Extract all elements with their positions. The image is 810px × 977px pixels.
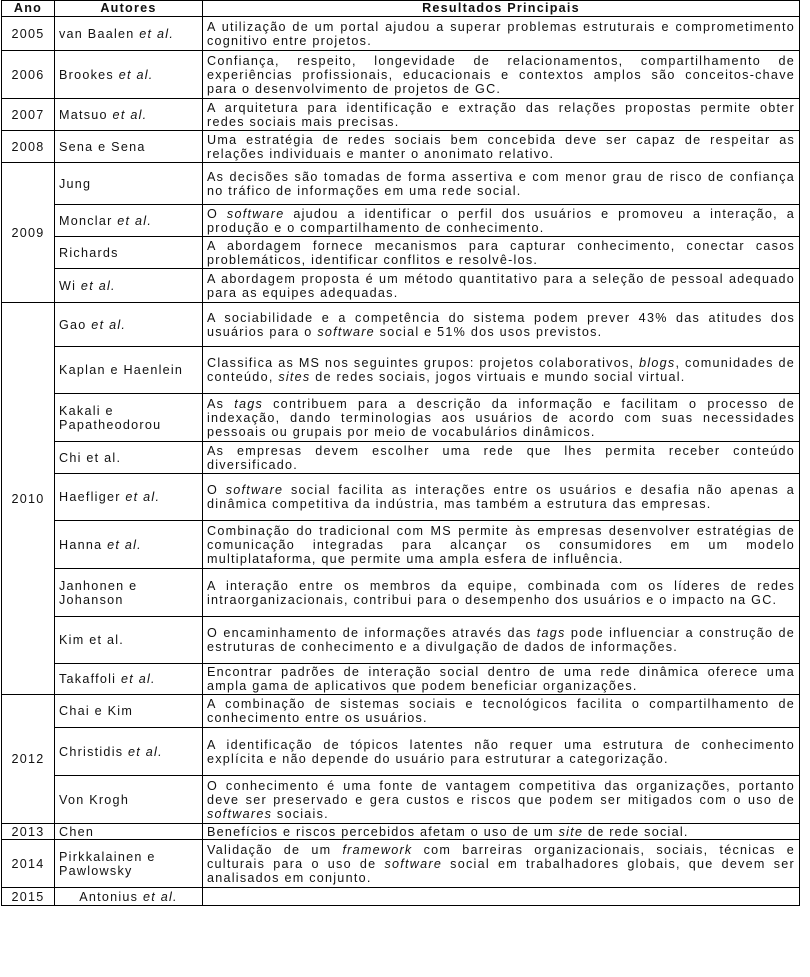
table-row bbox=[2, 888, 800, 906]
table-row bbox=[2, 695, 800, 728]
result-cell: Classifica as MS nos seguintes grupos: projetos colaborativos, blogs, comunidades de conteúdo, sites de redes sociais, jogos virtuais e mundo social virtual. bbox=[203, 347, 800, 394]
table-row bbox=[2, 474, 800, 521]
table-row bbox=[2, 840, 800, 888]
result-cell: A abordagem fornece mecanismos para capturar conhecimento, conectar casos problemáticos, identificar conflitos e resolvê-los. bbox=[203, 237, 800, 269]
result-cell: O encaminhamento de informações através das tags pode influenciar a construção de estruturas de conhecimento e a divulgação de dados de informações. bbox=[203, 617, 800, 664]
author-cell: Sena e Sena bbox=[55, 131, 203, 163]
author-cell: Monclar et al. bbox=[55, 205, 203, 237]
result-cell: Confiança, respeito, longevidade de relacionamentos, compartilhamento de experiências profissionais, educacionais e contextos amplos são conceitos-chave para o desenvolvimento de projetos de GC. bbox=[203, 51, 800, 99]
header-year: Ano bbox=[2, 1, 55, 17]
result-cell bbox=[203, 888, 800, 906]
table-row bbox=[2, 163, 800, 205]
table-row bbox=[2, 269, 800, 303]
year-cell: 2012 bbox=[2, 695, 55, 824]
year-cell: 2005 bbox=[2, 17, 55, 51]
author-cell: Haefliger et al. bbox=[55, 474, 203, 521]
year-cell: 2010 bbox=[2, 303, 55, 695]
result-cell: A combinação de sistemas sociais e tecnológicos facilita o compartilhamento de conhecimento entre os usuários. bbox=[203, 695, 800, 728]
table-row bbox=[2, 664, 800, 695]
table-row bbox=[2, 303, 800, 347]
author-cell: Gao et al. bbox=[55, 303, 203, 347]
author-cell: Von Krogh bbox=[55, 776, 203, 824]
header-authors: Autores bbox=[55, 1, 203, 17]
result-cell: As tags contribuem para a descrição da informação e facilitam o processo de indexação, dando terminologias aos usuários de acordo com suas necessidades pessoais ou grupais por meio de vocabulários dinâmicos. bbox=[203, 394, 800, 442]
author-cell: Christidis et al. bbox=[55, 728, 203, 776]
table-row bbox=[2, 51, 800, 99]
result-cell: O software ajudou a identificar o perfil dos usuários e promoveu a interação, a produção e o compartilhamento de conhecimento. bbox=[203, 205, 800, 237]
author-cell: Antonius et al. bbox=[55, 888, 203, 906]
table-row bbox=[2, 776, 800, 824]
result-cell: Uma estratégia de redes sociais bem concebida deve ser capaz de respeitar as relações individuais e manter o anonimato relativo. bbox=[203, 131, 800, 163]
result-cell: As empresas devem escolher uma rede que lhes permita receber conteúdo diversificado. bbox=[203, 442, 800, 474]
result-cell: A sociabilidade e a competência do sistema podem prever 43% das atitudes dos usuários para o software social e 51% dos usos previstos. bbox=[203, 303, 800, 347]
results-table bbox=[1, 0, 800, 906]
author-cell: Brookes et al. bbox=[55, 51, 203, 99]
result-cell: Validação de um framework com barreiras organizacionais, sociais, técnicas e culturais para o uso de software social em trabalhadores globais, que devem ser analisados em conjunto. bbox=[203, 840, 800, 888]
author-cell: Pirkkalainen e Pawlowsky bbox=[55, 840, 203, 888]
result-cell: Combinação do tradicional com MS permite às empresas desenvolver estratégias de comunicação integradas para alcançar os consumidores em um modelo multiplataforma, que permite uma ampla esfera de influência. bbox=[203, 521, 800, 569]
year-cell: 2009 bbox=[2, 163, 55, 303]
year-cell: 2006 bbox=[2, 51, 55, 99]
author-cell: Jung bbox=[55, 163, 203, 205]
table-row bbox=[2, 17, 800, 51]
author-cell: Kim et al. bbox=[55, 617, 203, 664]
author-cell: Richards bbox=[55, 237, 203, 269]
table-header bbox=[2, 1, 800, 17]
header-results: Resultados Principais bbox=[203, 1, 800, 17]
result-cell: A identificação de tópicos latentes não requer uma estrutura de conhecimento explícita e não depende do usuário para estruturar a categorização. bbox=[203, 728, 800, 776]
author-cell: van Baalen et al. bbox=[55, 17, 203, 51]
result-cell: A arquitetura para identificação e extração das relações propostas permite obter redes sociais mais precisas. bbox=[203, 99, 800, 131]
year-cell: 2013 bbox=[2, 824, 55, 840]
author-cell: Matsuo et al. bbox=[55, 99, 203, 131]
author-cell: Wi et al. bbox=[55, 269, 203, 303]
author-cell: Kakali e Papatheodorou bbox=[55, 394, 203, 442]
table-row bbox=[2, 99, 800, 131]
result-cell: Benefícios e riscos percebidos afetam o uso de um site de rede social. bbox=[203, 824, 800, 840]
year-cell: 2014 bbox=[2, 840, 55, 888]
author-cell: Chi et al. bbox=[55, 442, 203, 474]
table-row bbox=[2, 569, 800, 617]
result-cell: A utilização de um portal ajudou a superar problemas estruturais e comprometimento cognitivo entre projetos. bbox=[203, 17, 800, 51]
table-row bbox=[2, 442, 800, 474]
author-cell: Chai e Kim bbox=[55, 695, 203, 728]
table-row bbox=[2, 205, 800, 237]
table-row bbox=[2, 728, 800, 776]
year-cell: 2015 bbox=[2, 888, 55, 906]
result-cell: As decisões são tomadas de forma assertiva e com menor grau de risco de confiança no tráfico de informações em uma rede social. bbox=[203, 163, 800, 205]
table-row bbox=[2, 347, 800, 394]
author-cell: Kaplan e Haenlein bbox=[55, 347, 203, 394]
year-cell: 2008 bbox=[2, 131, 55, 163]
year-cell: 2007 bbox=[2, 99, 55, 131]
table-row bbox=[2, 617, 800, 664]
author-cell: Chen bbox=[55, 824, 203, 840]
author-cell: Janhonen e Johanson bbox=[55, 569, 203, 617]
table-row bbox=[2, 394, 800, 442]
result-cell: Encontrar padrões de interação social dentro de uma rede dinâmica oferece uma ampla gama de aplicativos que podem beneficiar organizações. bbox=[203, 664, 800, 695]
table-row bbox=[2, 521, 800, 569]
result-cell: A interação entre os membros da equipe, combinada com os líderes de redes intraorganizacionais, contribui para o desempenho dos usuários e o impacto na GC. bbox=[203, 569, 800, 617]
table-row bbox=[2, 131, 800, 163]
author-cell: Takaffoli et al. bbox=[55, 664, 203, 695]
result-cell: O software social facilita as interações entre os usuários e desafia não apenas a dinâmica competitiva da indústria, mas também a estrutura das empresas. bbox=[203, 474, 800, 521]
table-row bbox=[2, 237, 800, 269]
result-cell: A abordagem proposta é um método quantitativo para a seleção de pessoal adequado para as equipes adequadas. bbox=[203, 269, 800, 303]
table-row bbox=[2, 824, 800, 840]
result-cell: O conhecimento é uma fonte de vantagem competitiva das organizações, portanto deve ser preservado e gera custos e riscos que podem ser mitigados com o uso de softwares sociais. bbox=[203, 776, 800, 824]
author-cell: Hanna et al. bbox=[55, 521, 203, 569]
